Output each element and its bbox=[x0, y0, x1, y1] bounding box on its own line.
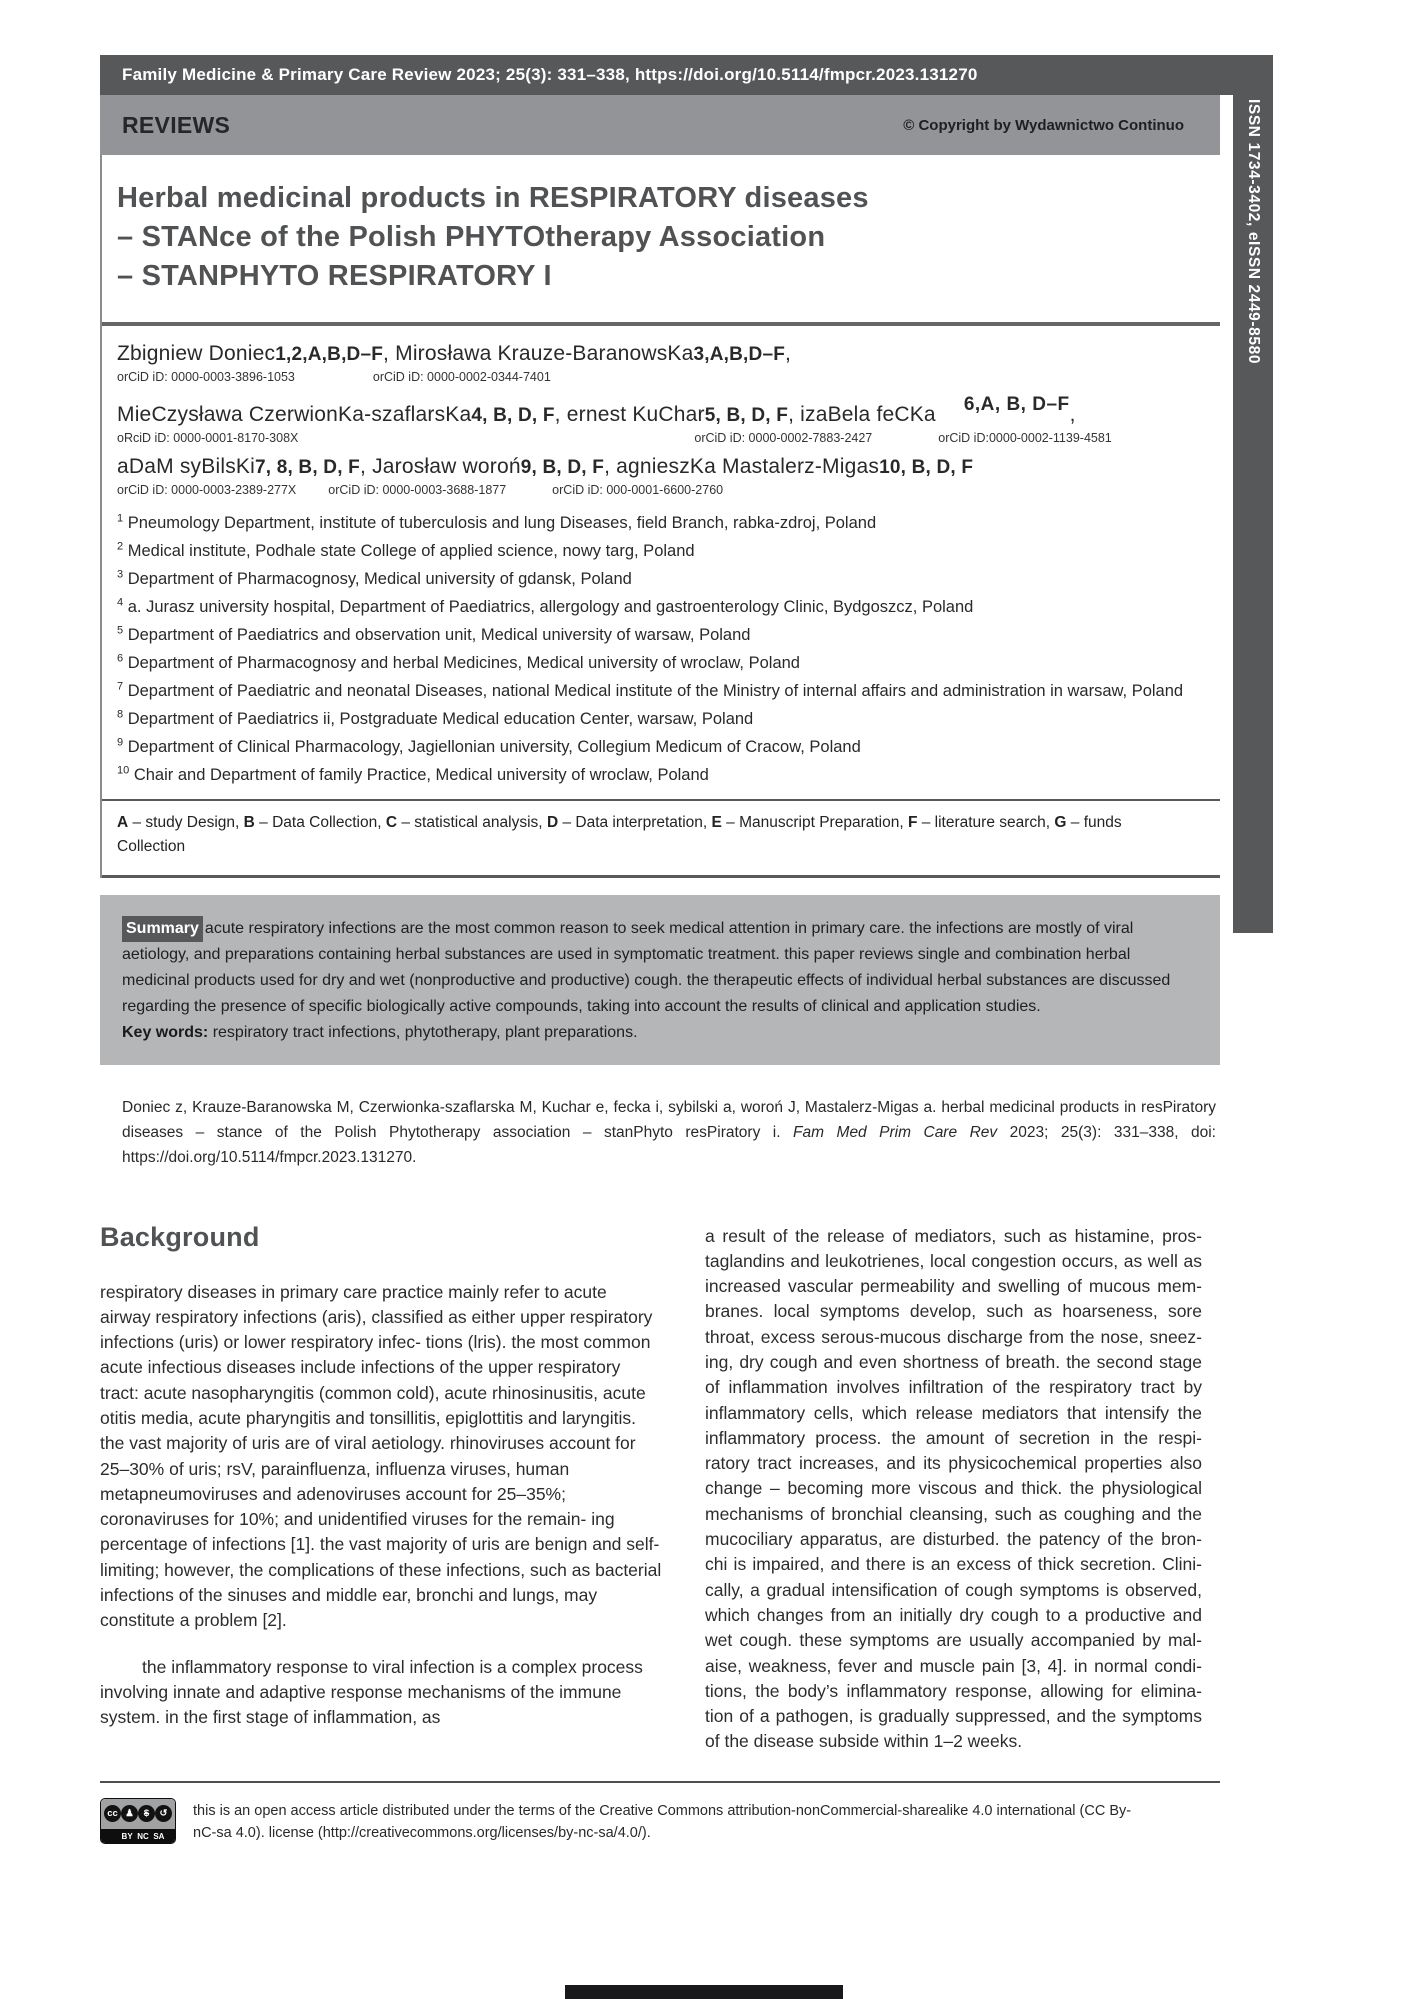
orcid-id: orCiD iD: 0000-0002-7883-2427 bbox=[694, 431, 873, 445]
header-bottom-divider bbox=[102, 875, 1220, 878]
cc-sa-arrow-icon: ↺ bbox=[155, 1805, 172, 1822]
author-name: aDaM syBilsKi bbox=[117, 455, 255, 478]
affiliation-item: $^3$ Department of Pharmacognosy, Medical university of gdansk, Poland bbox=[117, 568, 632, 588]
author-name: agnieszKa Mastalerz-Migas bbox=[616, 455, 880, 478]
orcid-id: orCiD iD: 0000-0002-0344-7401 bbox=[372, 370, 551, 384]
orcid-line-3 bbox=[117, 483, 1210, 497]
body-paragraph: the inflammatory response to viral infection is a complex process involving innate and adaptive response mechanisms of the immune system. in the first stage of inflammation, as bbox=[100, 1656, 643, 1728]
summary-paragraph bbox=[122, 916, 1198, 1020]
orcid-line-2 bbox=[117, 431, 1210, 445]
section-label: REVIEWS bbox=[122, 111, 231, 138]
citation-journal-name: Fam Med Prim Care Rev bbox=[793, 1123, 998, 1141]
orcid-id: orCiD iD:0000-0002-1139-4581 bbox=[938, 431, 1112, 445]
author-line-2: MieCzysława CzerwionKa-szaflarsKa4, B, D, F, ernest KuChar5, B, D, F, izaBela feCKa 6,A, B, D–F, bbox=[117, 394, 1076, 426]
affiliations-list bbox=[102, 509, 1220, 789]
orcid-id: orCiD iD: 0000-0003-3688-1877 bbox=[328, 483, 507, 497]
affiliation-item: $^6$ Department of Pharmacognosy and herbal Medicines, Medical university of wroclaw, Poland bbox=[117, 652, 800, 672]
affiliation-item: $^2$ Medical institute, Podhale state College of applied science, nowy targ, Poland bbox=[117, 540, 695, 560]
affiliation-item: $^7$ Department of Paediatric and neonatal Diseases, national Medical institute of the Ministry of internal affairs and administration in warsaw, Poland bbox=[117, 680, 1184, 700]
affiliation-item: $^1$ Pneumology Department, institute of tuberculosis and lung Diseases, field Branch, rabka-zdroj, Poland bbox=[117, 512, 877, 532]
keywords-text: respiratory tract infections, phytotherapy, plant preparations. bbox=[208, 1023, 638, 1041]
title-line-2: – STANce of the Polish PHYTOtherapy Association bbox=[117, 221, 826, 253]
author-name: Zbigniew Doniec bbox=[117, 342, 276, 365]
affiliation-item: $^9$ Department of Clinical Pharmacology, Jagiellonian university, Collegium Medicum of Cracow, Poland bbox=[117, 736, 861, 756]
cc-nc-label: NC bbox=[137, 1831, 149, 1841]
keywords-label: Key words: bbox=[122, 1023, 209, 1041]
affiliation-item: $^5$ Department of Paediatrics and observation unit, Medical university of warsaw, Poland bbox=[117, 624, 751, 644]
affiliation-item: $^{10}$ Chair and Department of family Practice, Medical university of wroclaw, Poland bbox=[117, 764, 709, 784]
license-footer bbox=[100, 1781, 1220, 1844]
issn-text: ISSN 1734-3402, eISSN 2449-8580 bbox=[1245, 99, 1262, 365]
cc-nc-dollar-icon: $ bbox=[138, 1805, 155, 1822]
author-line-3: aDaM syBilsKi7, 8, B, D, F, Jarosław woroń9, B, D, F, agnieszKa Mastalerz-Migas10, B, D, F bbox=[117, 455, 974, 478]
body-paragraph: a result of the release of mediators, such as histamine, pros- taglandins and leukotrienes, local congestion occurs, as well as increased vascular permeability and swelling of mucous mem- branes. local symptoms develop, such as hoarseness, sore throat, excess serous-mucous discharge from the nose, sneez- ing, dry cough and even shortness of breath. the second stage of inflammation involves infiltration of the respiratory tract by inflammatory cells, which release mediators that intensify the inflammatory process. the amount of secretion in the respi- ratory tract increases, and its physicochemical properties also change – becoming more viscous and thick. the physiological mechanisms of bronchial cleansing, such as coughing and the mucociliary apparatus, are disturbed. the patency of the bron- chi is impaired, and there is an excess of thick secretion. Clini- cally, a gradual intensification of cough symptoms is observed, which changes from an initially dry cough to a productive and wet cough. these symptoms are usually accompanied by mal- aise, weakness, fever and muscle pain [3, 4]. in normal condi- tions, the body’s inflammatory response, allowing for elimina- tion of a pathogen, is gradually suppressed, and the symptoms of the disease subside within 1–2 weeks. bbox=[705, 1225, 1202, 1752]
license-text: this is an open access article distributed under the terms of the Creative Commons attribution-nonCommercial-sharealike 4.0 international (CC By-nC-sa 4.0). license (http://creativecommons.org/licenses/by-nc-sa/4.0/). bbox=[193, 1802, 1132, 1841]
orcid-id: orCiD iD: 000-0001-6600-2760 bbox=[552, 483, 724, 497]
orcid-line-1 bbox=[117, 370, 1210, 384]
article-body bbox=[100, 1222, 1220, 1755]
author-name: ernest KuChar bbox=[566, 403, 705, 426]
author-line-1: Zbigniew Doniec1,2,A,B,D–F, Mirosława Krauze-BaranowsKa3,A,B,D–F, bbox=[117, 342, 792, 365]
keywords-line bbox=[122, 1020, 1198, 1046]
orcid-id: orCiD iD: 0000-0003-2389-277X bbox=[117, 483, 297, 497]
copyright-text: © Copyright by Wydawnictwo Continuo bbox=[903, 116, 1184, 134]
left-column bbox=[100, 1222, 662, 1755]
article-header bbox=[100, 155, 1220, 878]
author-contrib-sup: 9, B, D, F bbox=[520, 457, 605, 478]
right-column bbox=[705, 1222, 1202, 1755]
author-contrib-sup: 10, B, D, F bbox=[879, 457, 974, 478]
author-contrib-sup: 3,A,B,D–F bbox=[693, 344, 786, 365]
summary-text: acute respiratory infections are the most common reason to seek medical attention in primary care. the infections are mostly of viral aetiology, and preparations containing herbal substances are used in symptomatic treatment. this paper reviews single and combination herbal medicinal products used for dry and wet (nonproductive and productive) cough. the therapeutic effects of individual herbal substances are discussed regarding the presence of specific biologically active compounds, taking into account the results of clinical and application studies. bbox=[122, 919, 1171, 1015]
affiliation-item: $^4$ a. Jurasz university hospital, Department of Paediatrics, allergology and gastroenterology Clinic, Bydgoszcz, Poland bbox=[117, 596, 974, 616]
cc-icon: cc bbox=[104, 1805, 121, 1822]
summary-label: Summary bbox=[122, 916, 203, 942]
cc-by-label: BY bbox=[121, 1831, 133, 1841]
contribution-legend: A – study Design, B – Data Collection, C – statistical analysis, D – Data interpretation, E – Manuscript Preparation, F – literature search, G – funds Collection bbox=[117, 814, 1122, 855]
orcid-id: orCiD iD: 0000-0003-3896-1053 bbox=[117, 370, 295, 384]
author-contrib-sup: 1,2,A,B,D–F bbox=[275, 344, 384, 365]
cc-by-nc-sa-badge bbox=[100, 1798, 176, 1844]
cc-by-person-icon: ♟ bbox=[121, 1805, 138, 1822]
author-name: MieCzysława CzerwionKa-szaflarsKa bbox=[117, 403, 472, 426]
orcid-id: oRciD iD: 0000-0001-8170-308X bbox=[117, 431, 299, 445]
author-name: izaBela feCKa bbox=[800, 403, 936, 426]
section-bar bbox=[100, 95, 1220, 155]
title-line-3: – STANPHYTO RESPIRATORY I bbox=[117, 260, 552, 292]
page-content bbox=[100, 95, 1220, 1844]
author-contrib-sup: 6,A, B, D–F bbox=[963, 394, 1070, 415]
journal-header-text: Family Medicine & Primary Care Review 2023; 25(3): 331–338, https://doi.org/10.5114/fmpcr.2023.131270 bbox=[122, 65, 978, 84]
author-contrib-sup: 4, B, D, F bbox=[471, 405, 555, 426]
page-bottom-bar bbox=[565, 1985, 843, 1999]
body-paragraph: respiratory diseases in primary care practice mainly refer to acute airway respiratory infections (aris), classified as either upper respiratory infections (uris) or lower respiratory infec- tions (lris). the most common acute infectious diseases include infections of the upper respiratory tract: acute nasopharyngitis (common cold), acute rhinosinusitis, acute otitis media, acute pharyngitis and tonsillitis, epiglottitis and laryngitis. the vast majority of uris are of viral aetiology. rhinoviruses account for 25–30% of uris; rsV, parainfluenza, influenza viruses, human metapneumoviruses and adenoviruses account for 25–35%; coronaviruses for 10%; and unidentified viruses for the remain- ing percentage of infections [1]. the vast majority of uris are benign and self-limiting; however, the complications of these infections, such as bacterial infections of the sinuses and middle ear, bronchi and lungs, may constitute a problem [2]. bbox=[100, 1281, 662, 1631]
author-contrib-sup: 7, 8, B, D, F bbox=[254, 457, 360, 478]
issn-sidebar bbox=[1233, 55, 1273, 933]
journal-header-bar bbox=[100, 55, 1273, 95]
summary-box bbox=[100, 895, 1220, 1065]
author-contrib-sup: 5, B, D, F bbox=[704, 405, 789, 426]
article-title bbox=[102, 155, 1220, 296]
author-name: Jarosław woroń bbox=[372, 455, 521, 478]
background-heading: Background bbox=[100, 1221, 260, 1252]
author-name: Mirosława Krauze-BaranowsKa bbox=[395, 342, 694, 365]
cc-sa-label: SA bbox=[153, 1831, 165, 1841]
citation-block: Doniec z, Krauze-Baranowska M, Czerwionka-szaflarska M, Kuchar e, fecka i, sybilski a, woroń J, Mastalerz-Migas a. herbal medicinal products in resPiratory diseases – stance of the Polish Phytotherapy association – stanPhyto resPiratory i. Fam Med Prim Care Rev 2023; 25(3): 331–338, doi: https://doi.org/10.5114/fmpcr.2023.131270. bbox=[122, 1098, 1216, 1166]
citation-doi: 2023; 25(3): 331–338, doi: https://doi.org/10.5114/fmpcr.2023.131270. bbox=[122, 1123, 1216, 1166]
title-line-1: Herbal medicinal products in RESPIRATORY diseases bbox=[117, 182, 869, 214]
affiliation-item: $^8$ Department of Paediatrics ii, Postgraduate Medical education Center, warsaw, Poland bbox=[117, 708, 754, 728]
authors-block bbox=[102, 326, 1220, 497]
